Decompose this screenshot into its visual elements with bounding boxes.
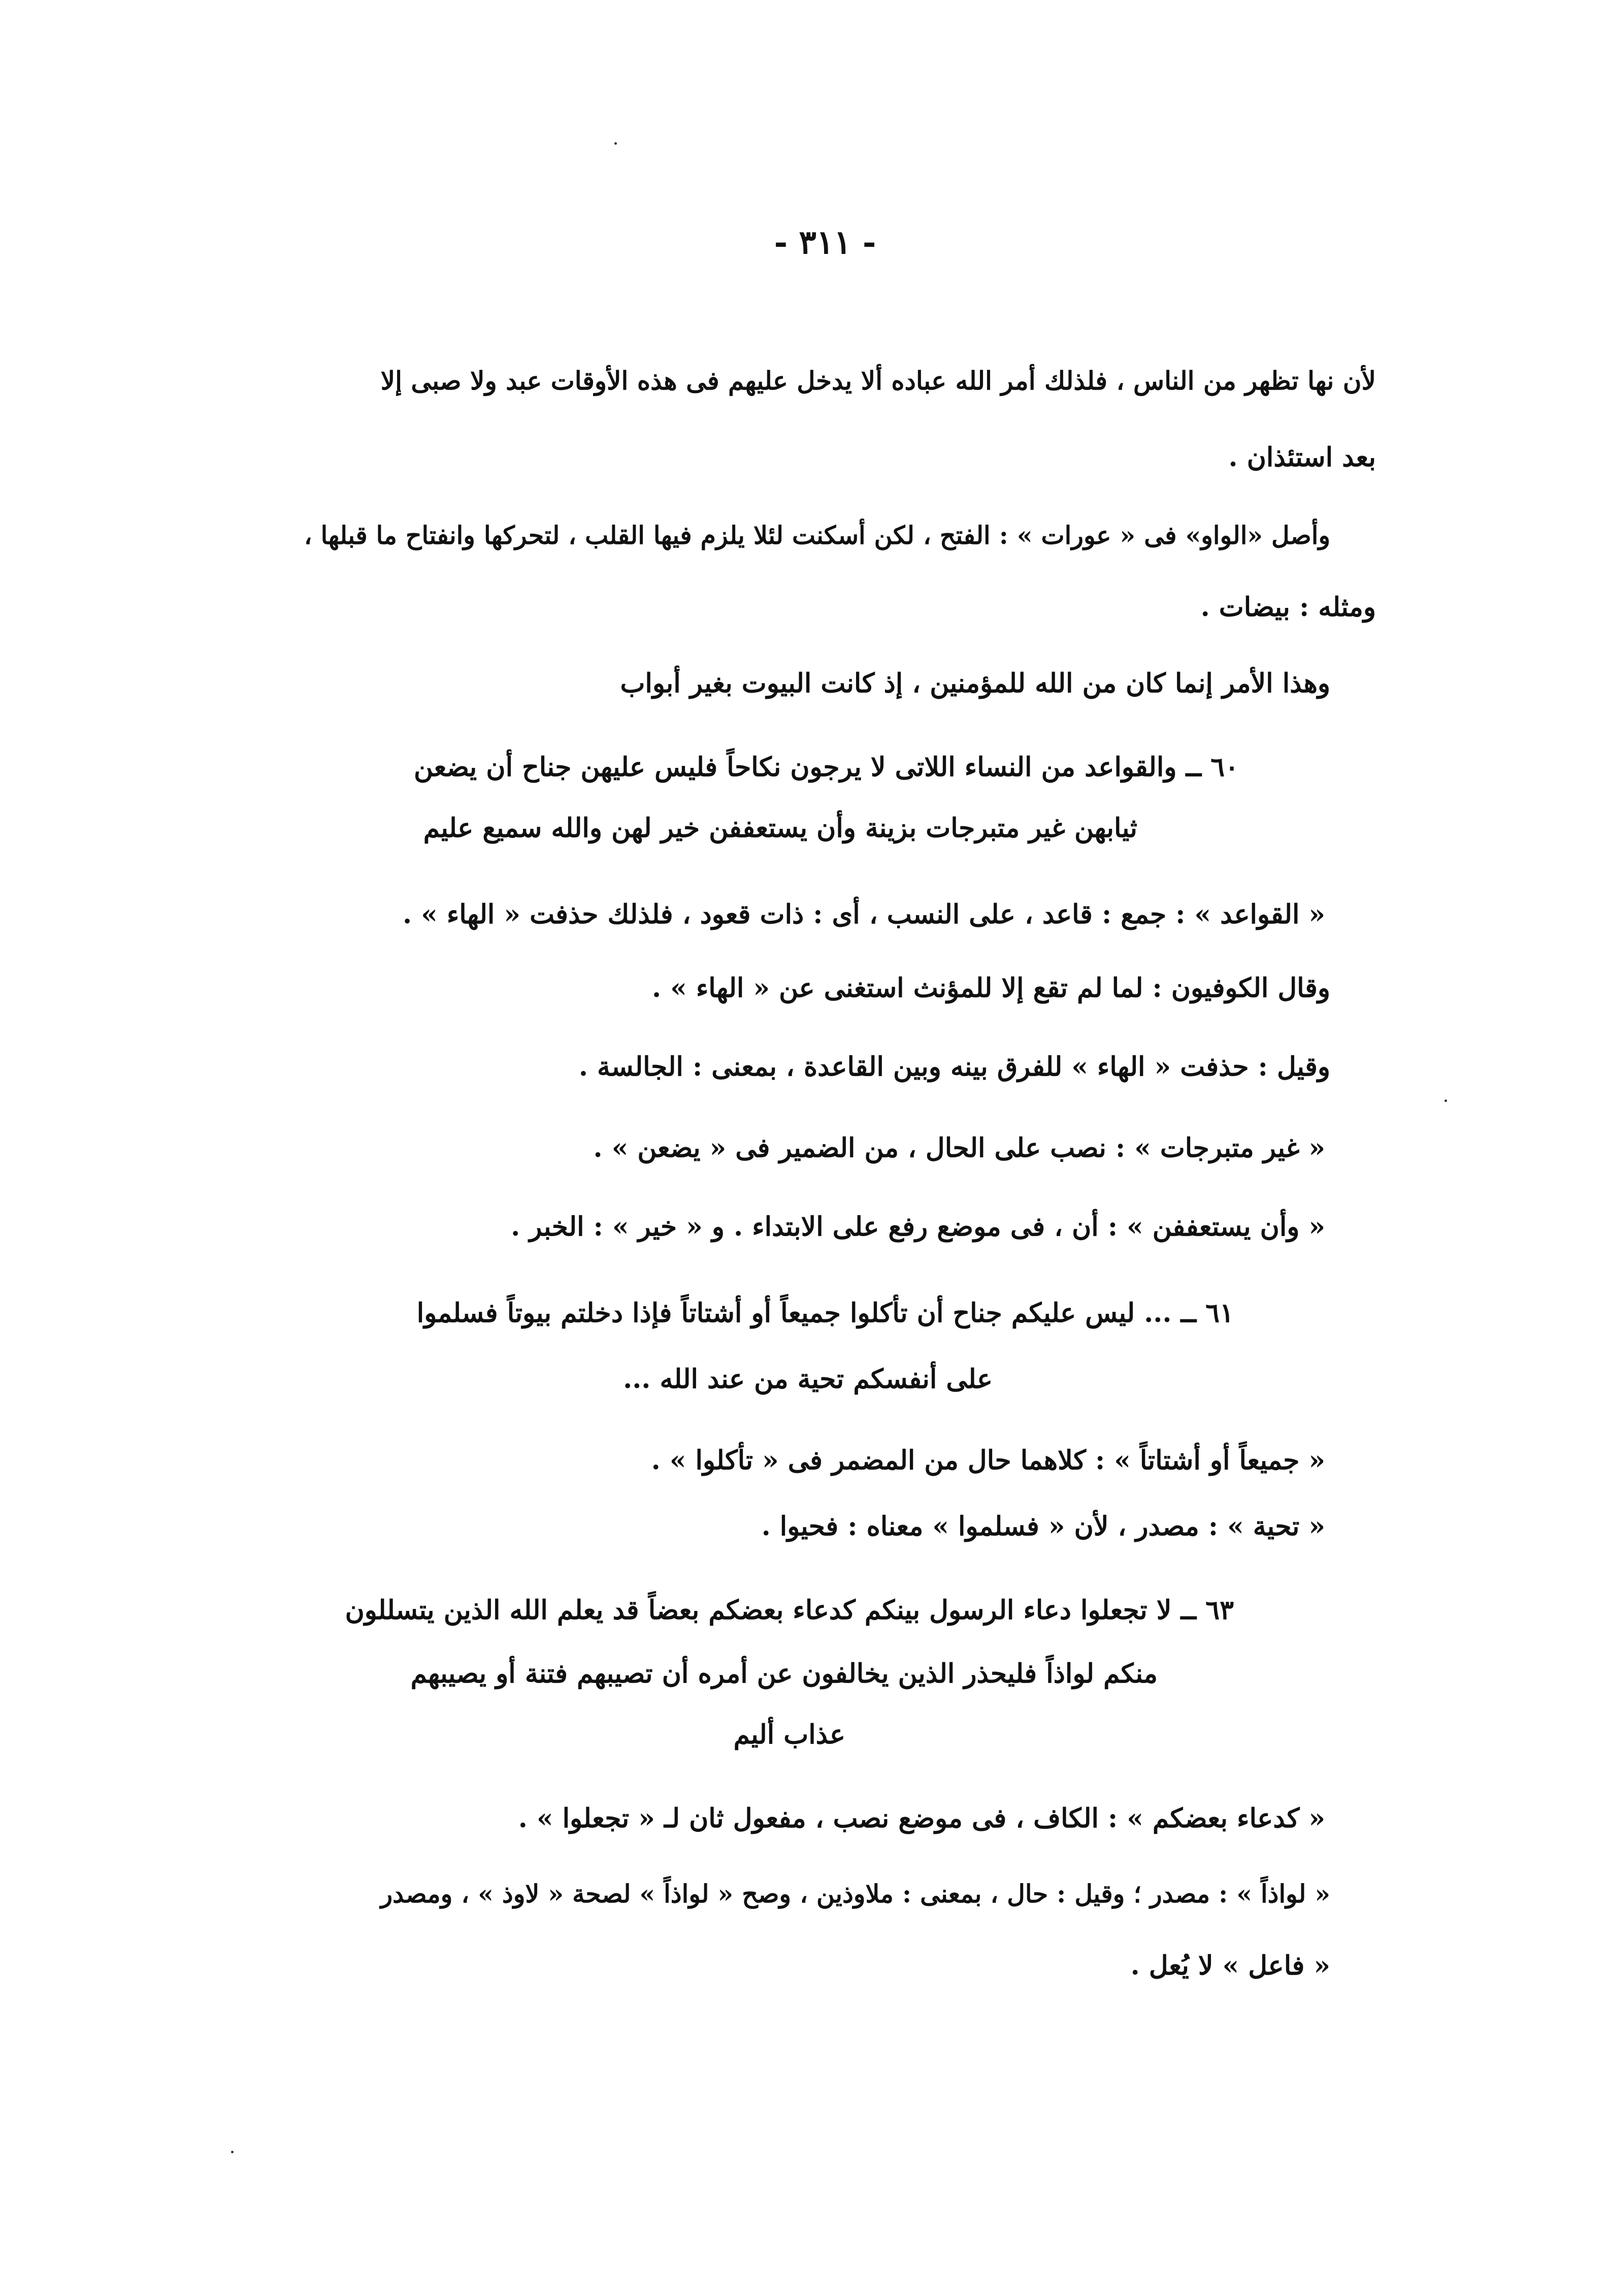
paragraph-line: ومثله : بيضات .	[1200, 592, 1376, 623]
paragraph-line: لأن نها تظهر من الناس ، فلذلك أمر الله عباده ألا يدخل عليهم فى هذه الأوقات عبد ولا صبى إلا	[380, 366, 1376, 396]
scan-speck	[231, 2151, 234, 2153]
paragraph-line: وهذا الأمر إنما كان من الله للمؤمنين ، إذ كانت البيوت بغير أبواب	[620, 668, 1330, 699]
paragraph-line: وقيل : حذفت « الهاء » للفرق بينه وبين القاعدة ، بمعنى : الجالسة .	[578, 1051, 1330, 1082]
paragraph-line: « القواعد » : جمع : قاعد ، على النسب ، أى : ذات قعود ، فلذلك حذفت « الهاء » .	[403, 899, 1325, 930]
paragraph-line: « لواذاً » : مصدر ؛ وقيل : حال ، بمعنى : ملاوذين ، وصح « لواذاً » لصحة « لاوذ » ، ومصدر	[380, 1879, 1330, 1909]
paragraph-line: « كدعاء بعضكم » : الكاف ، فى موضع نصب ، مفعول ثان لـ « تجعلوا » .	[518, 1803, 1325, 1834]
paragraph-line: « جميعاً أو أشتاتاً » : كلاهما حال من المضمر فى « تأكلوا » .	[651, 1445, 1325, 1476]
paragraph-line: وقال الكوفيون : لما لم تقع إلا للمؤنث استغنى عن « الهاء » .	[652, 973, 1330, 1004]
verse-line: على أنفسكم تحية من عند الله ...	[623, 1364, 993, 1395]
verse-line: ٦١ ــ ... ليس عليكم جناح أن تأكلوا جميعاً أو أشتاتاً فإذا دخلتم بيوتاً فسلموا	[416, 1298, 1234, 1329]
paragraph-line: « غير متبرجات » : نصب على الحال ، من الضمير فى « يضعن » .	[593, 1133, 1325, 1163]
verse-line: ٦٠ ــ والقواعد من النساء اللاتى لا يرجون نكاحاً فليس عليهن جناح أن يضعن	[414, 752, 1239, 783]
paragraph-line: « تحية » : مصدر ، لأن « فسلموا » معناه : فحيوا .	[761, 1511, 1325, 1542]
page-number: - ٣١١ -	[774, 223, 876, 262]
paragraph-line: بعد استئذان .	[1228, 442, 1376, 473]
verse-line: منكم لواذاً فليحذر الذين يخالفون عن أمره أن تصيبهم فتنة أو يصيبهم	[410, 1658, 1158, 1689]
paragraph-line: « وأن يستعففن » : أن ، فى موضع رفع على الابتداء . و « خير » : الخبر .	[511, 1211, 1325, 1242]
scan-speck	[1445, 1100, 1447, 1102]
paragraph-line: وأصل «الواو» فى « عورات » : الفتح ، لكن أسكنت لئلا يلزم فيها القلب ، لتحركها وانفتاح ما قبلها ،	[304, 521, 1330, 550]
verse-line: عذاب أليم	[733, 1719, 845, 1750]
verse-line: ثيابهن غير متبرجات بزينة وأن يستعففن خير لهن والله سميع عليم	[423, 813, 1137, 844]
paragraph-line: « فاعل » لا يُعل .	[1130, 1950, 1330, 1981]
verse-line: ٦٣ ــ لا تجعلوا دعاء الرسول بينكم كدعاء بعضكم بعضاً قد يعلم الله الذين يتسللون	[345, 1595, 1234, 1626]
scan-speck	[614, 142, 617, 145]
